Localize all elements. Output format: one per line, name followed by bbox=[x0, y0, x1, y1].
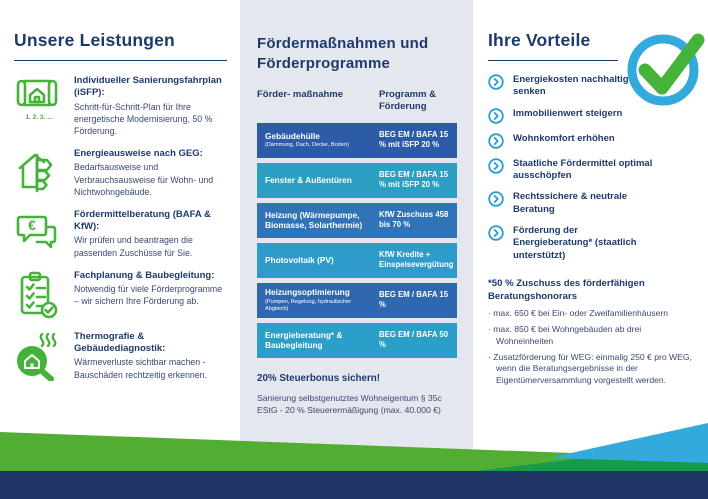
measure-label: Fenster & Außentüren bbox=[265, 175, 352, 185]
chevron-circle-icon bbox=[488, 225, 504, 241]
benefit-item bbox=[488, 225, 658, 262]
chevron-circle-icon bbox=[488, 158, 504, 174]
service-title: Fachplanung & Baubegleitung: bbox=[74, 269, 215, 281]
funding-title: Fördermaßnahmen und Förderprogramme bbox=[257, 35, 429, 72]
table-row bbox=[257, 243, 457, 278]
table-row bbox=[257, 203, 457, 238]
benefit-item bbox=[488, 133, 658, 149]
tax-bonus-title: 20% Steuerbonus sichern! bbox=[257, 372, 381, 384]
benefits-title: Ihre Vorteile bbox=[488, 30, 618, 61]
checklist-clipboard-icon bbox=[14, 270, 64, 320]
service-item bbox=[14, 75, 227, 137]
service-description: Bedarfsausweise und Verbrauchsausweise für Wohn- und Nichtwohngebäude. bbox=[74, 162, 214, 197]
measure-label: Gebäudehülle bbox=[265, 130, 320, 141]
measure-detail: (Pumpen, Regelung, hydraulischer Abgleich) bbox=[265, 298, 352, 312]
service-item bbox=[14, 148, 227, 198]
service-description: Wir prüfen und beantragen die passenden Zuschüsse für Sie. bbox=[74, 235, 193, 258]
chevron-circle-icon bbox=[488, 191, 504, 207]
benefit-item bbox=[488, 158, 658, 183]
service-item bbox=[14, 331, 227, 381]
services-title: Unsere Leistungen bbox=[14, 30, 227, 61]
table-header-program: Programm & Förderung bbox=[379, 89, 437, 113]
thermography-magnifier-icon bbox=[14, 331, 64, 381]
chat-euro-icon bbox=[14, 209, 64, 255]
footnote-item: · max. 650 € bei Ein- oder Zweifamilienhäusern bbox=[488, 308, 696, 320]
benefit-label: Immobilienwert steigern bbox=[513, 107, 623, 119]
table-row bbox=[257, 323, 457, 358]
program-label: BEG EM / BAFA 15 % bbox=[379, 289, 449, 310]
service-item bbox=[14, 209, 227, 259]
table-row bbox=[257, 283, 457, 318]
service-title: Individueller Sanierungsfahrplan (iSFP): bbox=[74, 75, 222, 99]
icon-caption: 1. 2. 3. ... bbox=[25, 114, 53, 121]
table-header bbox=[257, 89, 457, 114]
benefit-label: Förderung der Energieberatung* (staatlich unterstützt) bbox=[513, 225, 637, 261]
program-label: BEG EM / BAFA 15 % mit iSFP 20 % bbox=[379, 129, 449, 150]
table-header-measure: Förder- maßnahme bbox=[257, 89, 344, 100]
service-description: Wärmeverluste sichtbar machen - Bauschäden rechtzeitig erkennen. bbox=[74, 357, 208, 380]
chevron-circle-icon bbox=[488, 108, 504, 124]
chevron-circle-icon bbox=[488, 74, 504, 90]
service-description: Schritt-für-Schritt-Plan für Ihre energetische Modernisierung, 50 % Förderung. bbox=[74, 101, 213, 136]
service-title: Thermografie & Gebäudediagnostik: bbox=[74, 330, 166, 355]
energy-label-house-icon bbox=[14, 148, 64, 196]
program-label: KfW Zuschuss 458 bis 70 % bbox=[379, 209, 449, 230]
benefit-label: Staatliche Fördermittel optimal ausschöpfen bbox=[513, 157, 653, 182]
footer-wave-decoration bbox=[0, 419, 708, 499]
service-item bbox=[14, 270, 227, 320]
measure-label: Heizung (Wärmepumpe, Biomasse, Solarthermie) bbox=[265, 209, 363, 231]
chevron-circle-icon bbox=[488, 133, 504, 149]
service-title: Energieausweise nach GEG: bbox=[74, 148, 203, 160]
benefit-label: Energiekosten nachhaltig senken bbox=[513, 74, 629, 98]
tax-bonus-text: Sanierung selbstgenutztes Wohneigentum § 35c EStG - 20 % Steuerermäßigung (max. 40.000 €) bbox=[257, 392, 442, 416]
program-label: KfW Kredite + Einspeisevergütung bbox=[379, 249, 454, 270]
footnote-item: · Zusatzförderung für WEG: einmalig 250 € pro WEG, wenn die Beratungsergebnisse in der Eigentümerversammlung vorgestellt werden. bbox=[488, 352, 696, 388]
table-row bbox=[257, 163, 457, 198]
measure-label: Energieberatung* & Baubegleitung bbox=[265, 329, 343, 351]
funding-column bbox=[240, 0, 473, 417]
program-label: BEG EM / BAFA 50 % bbox=[379, 329, 449, 350]
measure-label: Photovoltaik (PV) bbox=[265, 255, 334, 265]
benefit-item bbox=[488, 108, 658, 124]
program-label: BEG EM / BAFA 15 % mit iSFP 20 % bbox=[379, 169, 449, 190]
measure-label: Heizungsoptimierung bbox=[265, 287, 350, 298]
benefit-label: Rechtssichere & neutrale Beratung bbox=[513, 191, 628, 215]
blueprint-house-icon bbox=[14, 75, 64, 113]
service-description: Notwendig für viele Förderprogramme – wir sichern Ihre Förderung ab. bbox=[74, 284, 223, 307]
benefit-item bbox=[488, 191, 658, 216]
check-circle-badge-icon bbox=[624, 28, 706, 108]
svg-text:€: € bbox=[28, 216, 36, 233]
service-title: Fördermittelberatung (BAFA & KfW): bbox=[74, 208, 211, 233]
table-row bbox=[257, 123, 457, 158]
footnote-item: · max. 850 € bei Wohngebäuden ab drei Wohneinheiten bbox=[488, 324, 696, 348]
services-column bbox=[14, 30, 227, 392]
footnote-title: *50 % Zuschuss des förderfähigen Beratungshonorars bbox=[488, 278, 645, 303]
measure-detail: (Dämmung, Dach, Decke, Boden) bbox=[265, 142, 349, 149]
benefit-label: Wohnkomfort erhöhen bbox=[513, 132, 615, 144]
